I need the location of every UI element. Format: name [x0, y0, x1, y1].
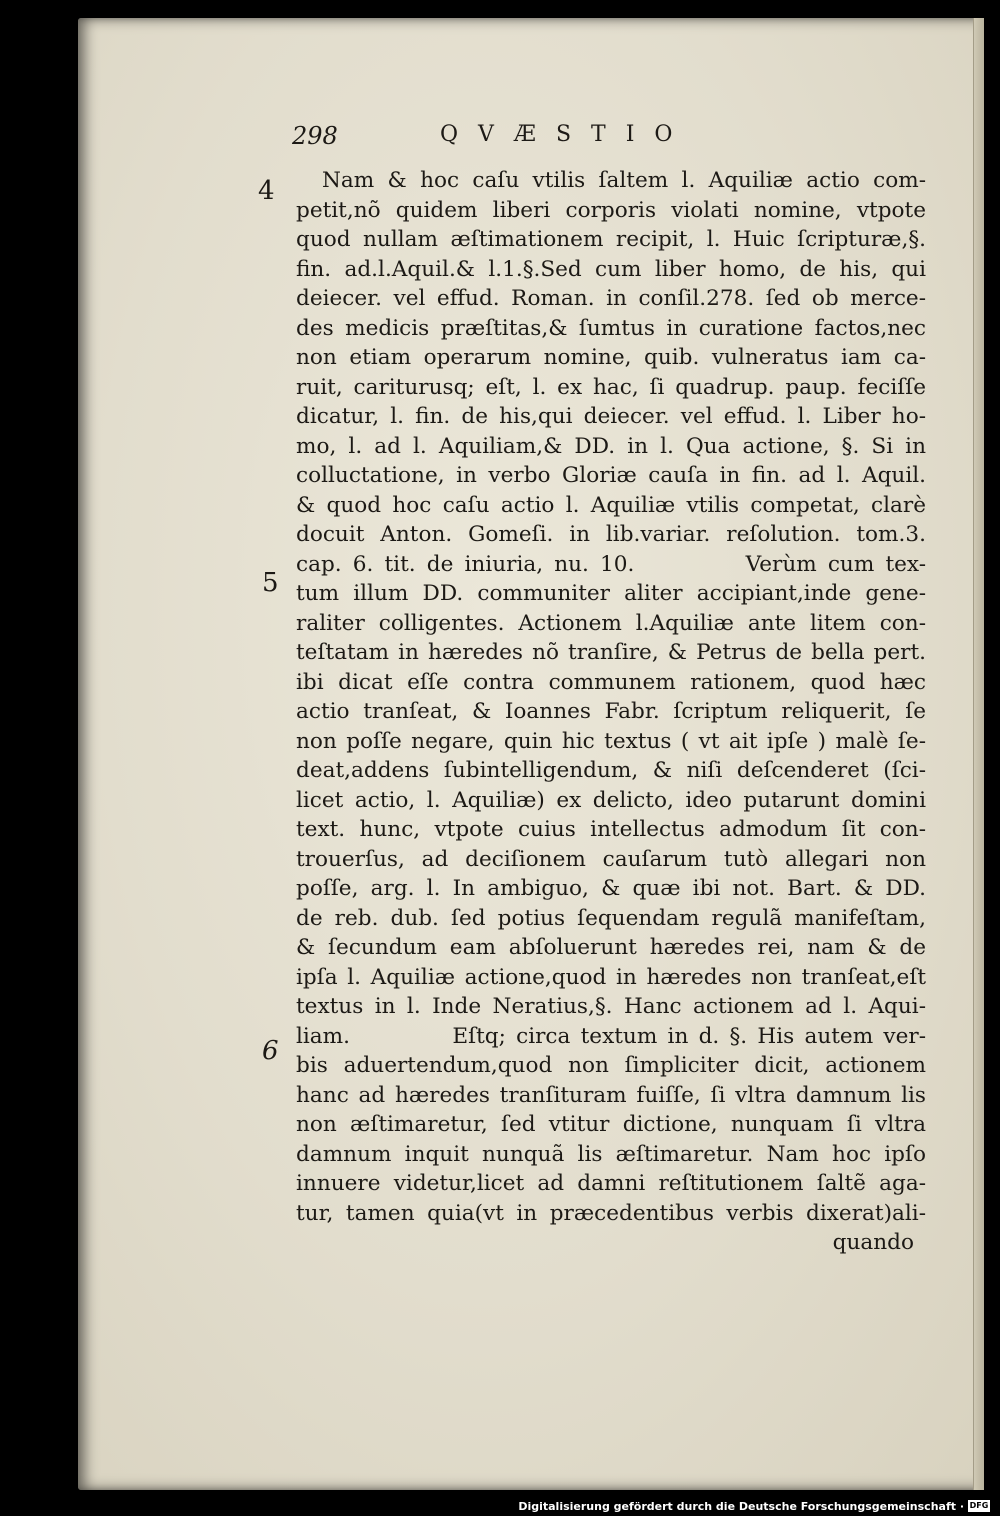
text-line: teſtatam in hæredes nõ tranſire, & Petrus de bella pert. — [296, 640, 926, 665]
text-line: Nam & hoc caſu vtilis ſaltem l. Aquiliæ actio com- — [322, 168, 926, 193]
text-line: tum illum DD. communiter aliter accipiant,inde gene- — [296, 581, 926, 606]
running-head: QVÆSTIO — [440, 122, 693, 147]
text-line: deat,addens ſubintelligendum, & niſi deſcenderet (ſci- — [296, 758, 926, 783]
text-line: & ſecundum eam abſoluerunt hæredes rei, nam & de — [296, 935, 926, 960]
text-line: petit,nõ quidem liberi corporis violati nomine, vtpote — [296, 197, 926, 223]
text-line: ipſa l. Aquiliæ actione,quod in hæredes non tranſeat,eſt — [296, 964, 926, 990]
text-line: raliter colligentes. Actionem l.Aquiliæ ante litem con- — [296, 610, 926, 636]
text-line: des medicis præſtitas,& ſumtus in curatione factos,nec — [296, 315, 926, 341]
text-line: de reb. dub. ſed potius ſequendam regulã manifeſtam, — [296, 905, 926, 931]
margin-number-5: 5 — [262, 568, 279, 598]
text-line: trouerſus, ad deciſionem cauſarum tutò allegari non — [296, 846, 926, 872]
catchword: quando — [832, 1230, 914, 1255]
page-number: 298 — [292, 122, 338, 150]
text-line: non poſſe negare, quin hic textus ( vt ait ipſe ) malè ſe- — [296, 728, 926, 754]
text-line: textus in l. Inde Neratius,§. Hanc actionem ad l. Aqui- — [296, 994, 926, 1019]
text-line: poſſe, arg. l. In ambiguo, & quæ ibi not. Bart. & DD. — [296, 876, 926, 901]
text-line: mo, l. ad l. Aquiliam,& DD. in l. Qua actione, §. Si in — [296, 433, 926, 459]
body-text — [296, 166, 926, 1258]
text-line: deiecer. vel effud. Roman. in conſil.278. ſed ob merce- — [296, 286, 926, 311]
text-line: quod nullam æſtimationem recipit, l. Huic ſcripturæ,§. — [296, 227, 926, 252]
text-line: & quod hoc caſu actio l. Aquiliæ vtilis competat, clarè — [296, 492, 926, 518]
text-line: text. hunc, vtpote cuius intellectus admodum ſit con- — [296, 817, 926, 842]
text-line: non æſtimaretur, ſed vtitur dictione, nunquam ſi vltra — [296, 1112, 926, 1137]
text-line: licet actio, l. Aquiliæ) ex delicto, ideo putarunt domini — [296, 787, 926, 813]
text-line: bis aduertendum,quod non ſimpliciter dicit, actionem — [296, 1053, 926, 1078]
text-line: damnum inquit nunquã lis æſtimaretur. Nam hoc ipſo — [296, 1141, 926, 1167]
margin-number-4: 4 — [258, 176, 275, 206]
text-line: ibi dicat eſſe contra communem rationem, quod hæc — [296, 669, 926, 695]
text-line: dicatur, l. fin. de his,qui deiecer. vel effud. l. Liber ho- — [296, 404, 926, 429]
text-line: hanc ad hæredes tranſituram fuiſſe, ſi vltra damnum lis — [296, 1082, 926, 1108]
text-line: ruit, cariturusq; eſt, l. ex hac, ſi quadrup. paup. feciſſe — [296, 374, 926, 400]
text-line: liam. Eſtq; circa textum in d. §. His autem ver- — [296, 1023, 926, 1049]
page-edge — [973, 18, 984, 1490]
text-line: actio tranſeat, & Ioannes Fabr. ſcriptum reliquerit, ſe — [296, 699, 926, 724]
footer-credit: Digitalisierung gefördert durch die Deutsche Forschungsgemeinschaft · — [518, 1500, 964, 1513]
text-line: docuit Anton. Gomeſi. in lib.variar. reſolution. tom.3. — [296, 522, 926, 547]
text-line: fin. ad.l.Aquil.& l.1.§.Sed cum liber homo, de his, qui — [296, 256, 926, 282]
text-line: innuere videtur,licet ad damni reſtitutionem ſaltẽ aga- — [296, 1171, 926, 1196]
margin-number-6: 6 — [262, 1036, 279, 1066]
text-line: cap. 6. tit. de iniuria, nu. 10. Verùm cum tex- — [296, 551, 926, 577]
dfg-logo-icon: DFG — [969, 1501, 989, 1510]
text-line: tur, tamen quia(vt in præcedentibus verbis dixerat)ali- — [296, 1200, 926, 1226]
text-line: non etiam operarum nomine, quib. vulneratus iam ca- — [296, 345, 926, 370]
text-line: colluctatione, in verbo Gloriæ cauſa in fin. ad l. Aquil. — [296, 463, 926, 488]
